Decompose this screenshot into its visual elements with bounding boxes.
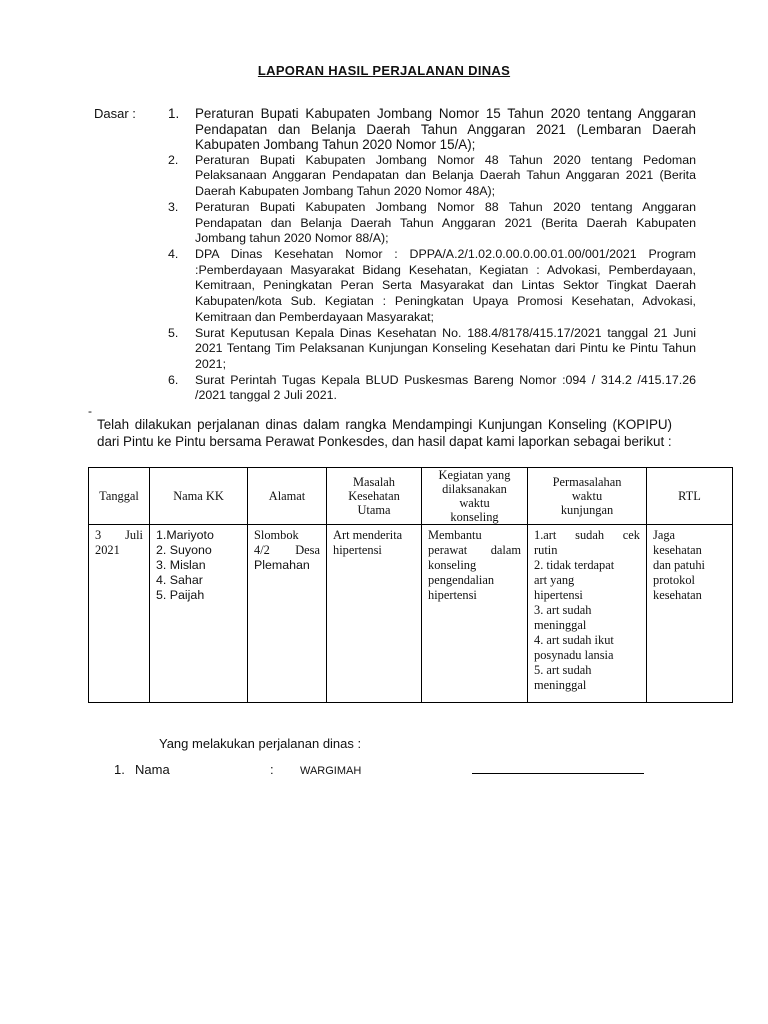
signer-name: WARGIMAH xyxy=(300,765,362,777)
cell-masalah: Art menderita hipertensi xyxy=(327,525,422,703)
header-nama-kk: Nama KK xyxy=(150,468,248,525)
report-table xyxy=(88,467,733,703)
cell-kegiatan: Membantu perawat dalam konseling pengendalian hipertensi xyxy=(422,525,528,703)
table-header-row xyxy=(89,468,733,525)
header-kegiatan: Kegiatan yang dilaksanakan waktu konseling xyxy=(422,468,528,525)
cell-permasalahan: 1.art sudah cek rutin 2. tidak terdapat art yang hipertensi 3. art sudah meninggal 4. art sudah ikut posynadu lansia 5. art sudah meninggal xyxy=(528,525,647,703)
header-permasalahan: Permasalahan waktu kunjungan xyxy=(528,468,647,525)
table-row xyxy=(89,525,733,703)
stray-dash-mark: - xyxy=(88,404,92,418)
dasar-list xyxy=(168,106,696,404)
signer-colon: : xyxy=(270,762,274,777)
cell-alamat: Slombok 4/2 Desa Plemahan xyxy=(248,525,327,703)
dasar-item-text: Peraturan Bupati Kabupaten Jombang Nomor 15 Tahun 2020 tentang Anggaran Pendapatan dan Belanja Daerah Tahun Anggaran 2021 (Lembaran Daerah Kabupaten Jombang Tahun 2020 Nomor 15/A); xyxy=(195,106,696,153)
dasar-item-text: Peraturan Bupati Kabupaten Jombang Nomor 88 Tahun 2020 tentang Anggaran Pendapatan dan Belanja Daerah Tahun Anggaran 2021 (Berita Daerah Kabupaten Jombang tahun 2020 Nomor 88/A); xyxy=(195,199,696,246)
dasar-item xyxy=(168,326,696,373)
cell-nama-kk: 1.Mariyoto 2. Suyono 3. Mislan 4. Sahar 5. Paijah xyxy=(150,525,248,703)
dasar-item-number: 4. xyxy=(168,247,179,261)
dasar-label: Dasar : xyxy=(94,106,136,121)
dasar-item xyxy=(168,153,696,200)
header-rtl: RTL xyxy=(647,468,733,525)
signer-label: Yang melakukan perjalanan dinas : xyxy=(159,736,362,751)
dasar-item-number: 5. xyxy=(168,325,179,340)
dasar-item xyxy=(168,247,696,326)
header-masalah-kesehatan: Masalah Kesehatan Utama xyxy=(327,468,422,525)
dasar-item-number: 6. xyxy=(168,372,179,387)
dasar-item xyxy=(168,106,696,153)
header-tanggal: Tanggal xyxy=(89,468,150,525)
signer-field-label: Nama xyxy=(135,762,170,777)
dasar-item-text: Surat Perintah Tugas Kepala BLUD Puskesmas Bareng Nomor :094 / 314.2 /415.17.26 /2021 tanggal 2 Juli 2021. xyxy=(195,372,696,403)
dasar-item-number: 2. xyxy=(168,152,179,167)
cell-rtl: Jaga kesehatan dan patuhi protokol kesehatan xyxy=(647,525,733,703)
dasar-item xyxy=(168,373,696,404)
dasar-item-text: DPA Dinas Kesehatan Nomor : DPPA/A.2/1.02.0.00.0.00.01.00/001/2021 Program :Pemberdayaan Masyarakat Bidang Kesehatan, Kegiatan : Advokasi, Pemberdayaan, Kemitraan, Peningkatan Peran Serta Masyarakat dan Lintas Sektor Tingkat Daerah Kabupaten/kota Sub. Kegiatan : Peningkatan Upaya Promosi Kesehatan, Advokasi, Kemitraan dan Pemberdayaan Masyarakat; xyxy=(195,247,696,324)
dasar-item-text: Surat Keputusan Kepala Dinas Kesehatan No. 188.4/8178/415.17/2021 tanggal 21 Juni 2021 Tentang Tim Pelaksanan Kunjungan Konseling Kesehatan dari Pintu ke Pintu Tahun 2021; xyxy=(195,325,696,371)
intro-paragraph: Telah dilakukan perjalanan dinas dalam rangka Mendampingi Kunjungan Konseling (KOPIPU) dari Pintu ke Pintu bersama Perawat Ponkesdes, dan hasil dapat kami laporkan sebagai berikut : xyxy=(97,417,672,449)
document-title: LAPORAN HASIL PERJALANAN DINAS xyxy=(257,63,511,78)
dasar-item-number: 1. xyxy=(168,106,180,121)
signature-line xyxy=(472,773,644,774)
header-alamat: Alamat xyxy=(248,468,327,525)
signer-number: 1. xyxy=(114,762,125,777)
dasar-item-number: 3. xyxy=(168,199,179,214)
dasar-item xyxy=(168,200,696,247)
dasar-item-text: Peraturan Bupati Kabupaten Jombang Nomor 48 Tahun 2020 tentang Pedoman Pelaksanaan Anggaran Pendapatan dan Belanja Daerah Tahun Anggaran 2021 (Berita Daerah Kabupaten Jombang Tahun 2020 Nomor 48A); xyxy=(195,152,696,199)
cell-tanggal: 3 Juli 2021 xyxy=(89,525,150,703)
